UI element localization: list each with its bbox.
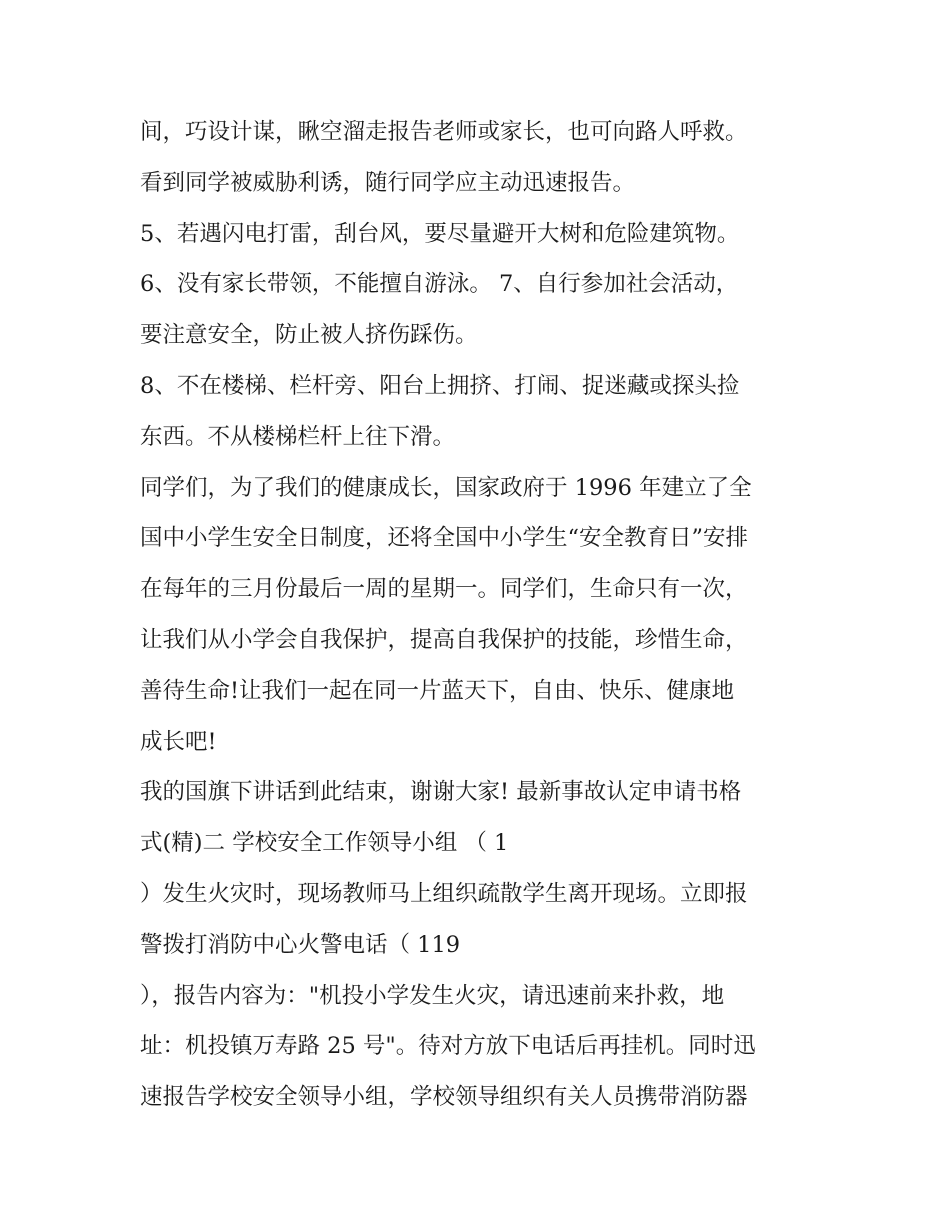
text-line: 让我们从小学会自我保护，提高自我保护的技能，珍惜生命， (140, 626, 748, 653)
text-line: 看到同学被威胁利诱，随行同学应主动迅速报告。 (140, 169, 636, 196)
text-line: ）发生火灾时，现场教师马上组织疏散学生离开现场。立即报 (140, 880, 748, 907)
text-line: 间，巧设计谋，瞅空溜走报告老师或家长，也可向路人呼救。 (140, 119, 748, 145)
text-line: 要注意安全，防止被人挤伤踩伤。 (140, 322, 478, 349)
text-line: 6、没有家长带领，不能擅自游泳。 7、自行参加社会活动， (140, 271, 739, 298)
text-line: 速报告学校安全领导小组，学校领导组织有关人员携带消防器 (140, 1084, 748, 1111)
document-body (140, 107, 820, 1123)
text-line: 8、不在楼梯、栏杆旁、阳台上拥挤、打闹、捉迷藏或探头捡 (140, 372, 740, 399)
text-line: 在每年的三月份最后一周的星期一。同学们，生命只有一次， (140, 576, 748, 603)
text-line: 东西。不从楼梯栏杆上往下滑。 (140, 423, 456, 450)
text-line: 址：机投镇万寿路 25 号"。待对方放下电话后再挂机。同时迅 (140, 1033, 756, 1060)
text-line: 警拨打消防中心火警电话（ 119 (140, 931, 461, 958)
text-line: 成长吧! (140, 728, 217, 755)
text-line: 我的国旗下讲话到此结束，谢谢大家! 最新事故认定申请书格 (140, 779, 742, 806)
text-line: 同学们，为了我们的健康成长，国家政府于 1996 年建立了全 (140, 474, 752, 501)
text-line: 5、若遇闪电打雷，刮台风，要尽量避开大树和危险建筑物。 (140, 220, 740, 247)
text-line: ），报告内容为："机投小学发生火灾，请迅速前来扑救，地 (140, 982, 725, 1009)
text-line: 式(精)二 学校安全工作领导小组 （ 1 (140, 830, 509, 857)
text-line: 国中小学生安全日制度，还将全国中小学生“安全教育日”安排 (140, 525, 749, 552)
text-line: 善待生命!让我们一起在同一片蓝天下，自由、快乐、健康地 (140, 677, 735, 704)
